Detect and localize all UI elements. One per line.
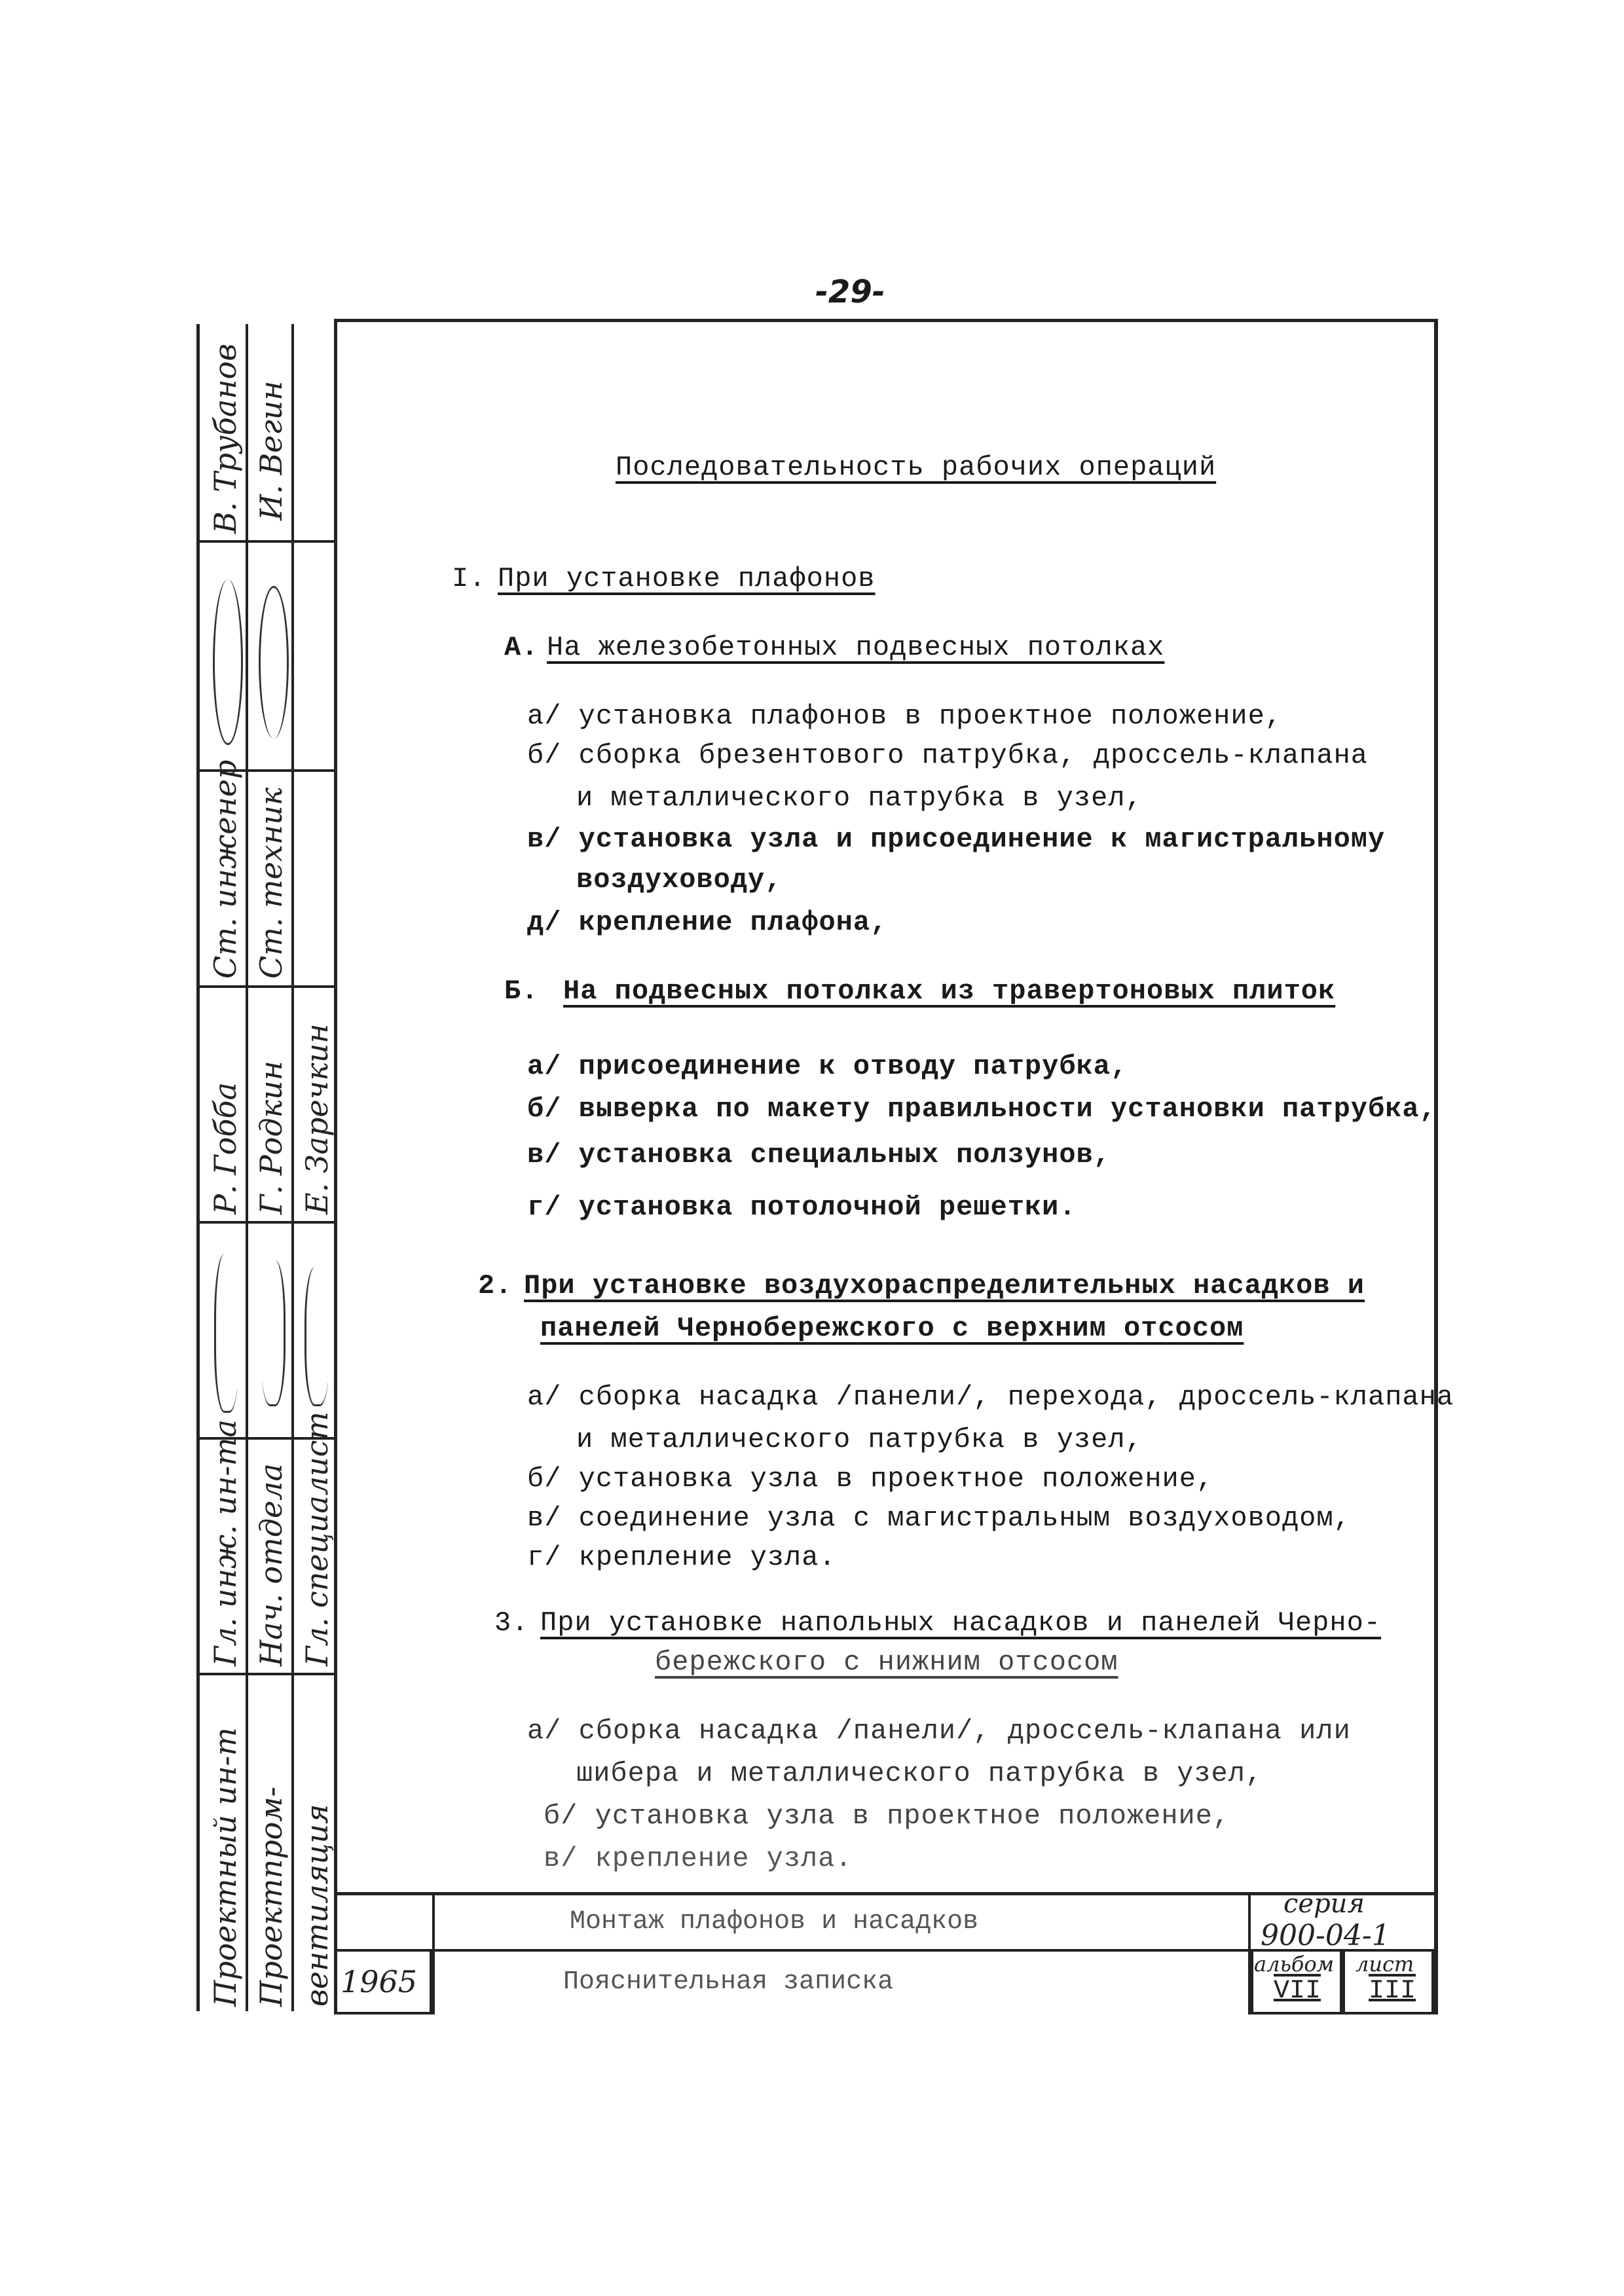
stamp-position: Ст. инженер [208,759,243,979]
side-stamp [196,324,337,2011]
list-item: в/ соединение узла с магистральным воздуховодом, [527,1503,1351,1534]
section-number: I. [452,563,487,594]
stamp-name: Е. Заречкин [299,1023,335,1214]
list-item: б/ сборка брезентового патрубка, дроссель-клапана [527,740,1369,771]
sheet-label: лист [1356,1952,1414,1977]
series-label: серия [1283,1889,1365,1919]
section-title: бережского с нижним отсосом [655,1647,1118,1678]
section-number: 2. [478,1270,513,1302]
stamp-position: Ст. техник [253,787,289,979]
stamp-position: Гл. инж. ин-та [208,1419,243,1666]
list-item: в/ крепление узла. [544,1843,853,1874]
list-item: и металлического патрубка в узел, [576,1424,1143,1455]
list-item: а/ установка плафонов в проектное положение, [527,701,1282,732]
subsection-title: На подвесных потолках из травертоновых плиток [563,975,1336,1007]
list-item: д/ крепление плафона, [527,907,888,938]
list-item: в/ установка специальных ползунов, [527,1139,1111,1171]
list-item: а/ сборка насадка /панели/, дроссель-клапана или [527,1715,1351,1747]
list-item: б/ установка узла в проектное положение, [544,1800,1230,1832]
signature [304,1267,330,1406]
list-item: г/ установка потолочной решетки. [527,1192,1077,1223]
list-item: г/ крепление узла. [527,1542,836,1573]
list-item: б/ установка узла в проектное положение, [527,1463,1214,1495]
section-title: панелей Чернобережского с верхним отсосом [540,1313,1244,1344]
document-type: Пояснительная записка [563,1967,894,1997]
section-title: При установке напольных насадков и панелей Черно- [540,1607,1382,1639]
title-block [334,1889,1434,2014]
stamp-row-divider [200,985,337,988]
list-item: а/ присоединение к отводу патрубка, [527,1051,1128,1082]
stamp-position: Нач. отдела [253,1463,289,1666]
stamp-row-divider [200,540,337,543]
document-heading: Последовательность рабочих операций [616,452,1217,483]
stamp-name: Р. Гобба [208,1082,243,1214]
album-label: альбом [1254,1952,1335,1977]
stamp-name: И. Вегин [253,380,289,520]
section-title: При установке плафонов [498,563,876,594]
subsection-title: На железобетонных подвесных потолках [547,632,1165,663]
signature [214,1254,240,1413]
description: Монтаж плафонов и насадков [570,1907,979,1937]
list-item: и металлического патрубка в узел, [576,782,1143,814]
year: 1965 [341,1964,418,1999]
list-item: шибера и металлического патрубка в узел, [576,1758,1263,1789]
list-item: в/ установка узла и присоединение к магистральному [527,824,1386,855]
list-item: б/ выверка по макету правильности установки патрубка, [527,1093,1437,1125]
series-value: 900-04-1 [1261,1919,1390,1952]
stamp-name: В. Трубанов [208,343,243,534]
stamp-organization: Проектный ин-т [208,1727,243,2007]
stamp-position: Гл. специалист [299,1411,335,1666]
section-title: При установке воздухораспределительных насадков и [524,1270,1365,1302]
subsection-label: А. [504,632,539,663]
section-number: 3. [494,1607,529,1639]
album-value: VII [1274,1977,1321,2006]
stamp-organization: вентиляция [299,1804,335,2007]
signature [213,579,243,745]
list-item: воздуховоду, [576,864,783,896]
signature [260,1260,286,1406]
sheet-value: III [1369,1977,1416,2006]
stamp-row-divider [200,1673,337,1675]
stamp-organization: Проектпром- [253,1786,289,2007]
signature [259,586,289,738]
subsection-label: Б. [504,975,539,1007]
stamp-name: Г. Родкин [253,1061,289,1214]
stamp-row-divider [200,1221,337,1224]
page-number: -29- [815,274,885,310]
list-item: а/ сборка насадка /панели/, перехода, дроссель-клапана [527,1381,1454,1413]
